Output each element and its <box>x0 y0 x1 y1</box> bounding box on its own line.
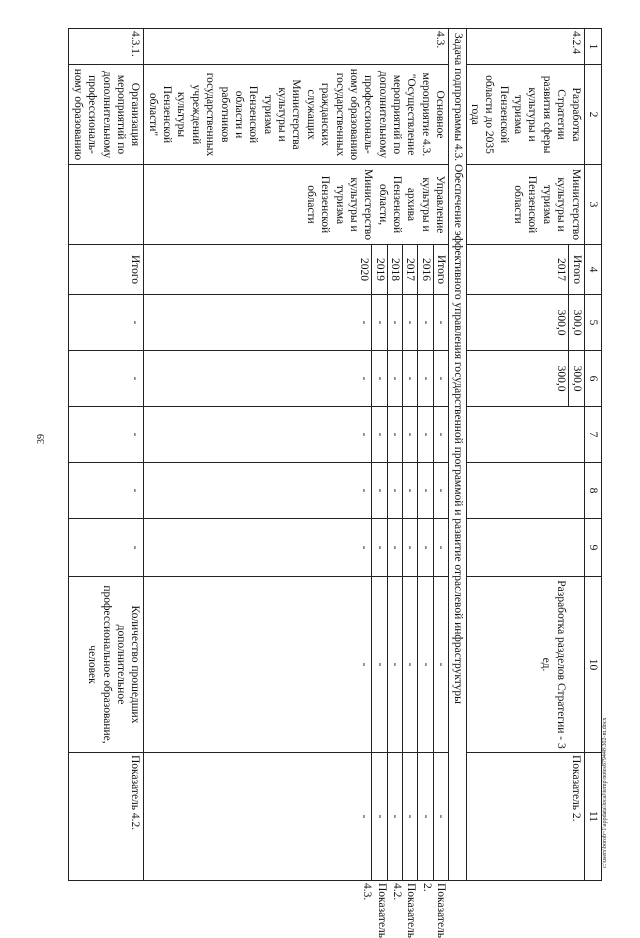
header-col-8: 8 <box>584 463 601 519</box>
empty-cell <box>69 165 144 245</box>
measure-name: Основное мероприятие 4.3. "Осуществление мероприятий по дополнительному профессиональ-ному образованию государственных гражданских служащих Министерства культуры и туризма Пензенской области и работников государственных учреждений культуры Пензенской области" <box>144 65 449 165</box>
year: Итого <box>433 245 448 294</box>
header-col-9: 9 <box>584 519 601 577</box>
header-col-3: 3 <box>584 165 601 245</box>
dash: - <box>403 463 418 518</box>
dash: - <box>418 407 433 462</box>
dash-cell <box>144 351 449 407</box>
dash: - <box>433 519 448 576</box>
dash-cell <box>144 519 449 577</box>
amount: 300,0 <box>569 295 584 350</box>
year: Итого <box>569 245 584 294</box>
dash: - <box>372 407 387 462</box>
header-row <box>584 29 601 881</box>
dash: - <box>372 519 387 576</box>
dash-cell <box>144 463 449 519</box>
dash-cell <box>144 577 449 753</box>
header-col-5: 5 <box>584 295 601 351</box>
dash: - <box>403 295 418 350</box>
dash: - <box>433 351 448 406</box>
dash: - <box>358 432 371 437</box>
dash: - <box>418 351 433 406</box>
dash-cell <box>144 407 449 463</box>
dash: - <box>69 519 144 577</box>
dash: - <box>69 295 144 351</box>
table-row: 4.3. Основное мероприятие 4.3. "Осуществление мероприятий по дополнительному профессиональ-ному образованию государственных гражданских служащих Министерства культуры и туризма Пензенской области и работников государственных учреждений культуры Пензенской области" Управление культуры и архива Пензенской области, Министерство культуры и туризма Пензенской области Итого 2016 2017 2018 2019 2020 - - - - - - - - - - - - - - - - - - - - - - - - - - - - - - - - - - - - - - - - - - Показатель 2. Показатель 4.2. Показатель 4.3. <box>144 29 449 881</box>
dash: - <box>387 407 402 462</box>
row-number: 4.3. <box>144 29 449 65</box>
indicator-ref: Показатель 4.2. <box>69 753 144 881</box>
page-number: 39 <box>36 434 47 444</box>
dash: - <box>358 376 371 381</box>
executor: Министерство культуры и туризма Пензенской области <box>466 165 584 245</box>
measure-name: Организация мероприятий по дополнительному профессиональ-ному образованию <box>69 65 144 165</box>
header-col-7: 7 <box>584 407 601 463</box>
dash: - <box>433 463 448 518</box>
amount-cell <box>466 351 584 407</box>
header-col-6: 6 <box>584 351 601 407</box>
dash-cell <box>144 753 449 881</box>
year: 2018 <box>387 245 402 294</box>
indicator: Разработка разделов Стратегии - 3 ед. <box>466 577 584 753</box>
dash: - <box>387 753 402 880</box>
dash: - <box>372 577 387 752</box>
dash: - <box>387 577 402 752</box>
indicator: Количество прошедших дополнительное профессиональное образование, человек <box>69 577 144 753</box>
dash: - <box>358 320 371 325</box>
header-col-2: 2 <box>584 65 601 165</box>
header-col-1: 1 <box>584 29 601 65</box>
empty-cell <box>466 519 584 577</box>
dash: - <box>69 407 144 463</box>
dash: - <box>418 463 433 518</box>
amount: 300,0 <box>555 309 568 336</box>
header-col-10: 10 <box>584 577 601 753</box>
table-row <box>466 29 584 881</box>
task-title: Задача подпрограммы 4.3. Обеспечение эффективного управления государственной программой и развитие отраслевой инфраструктуры <box>449 29 466 881</box>
dash: - <box>418 519 433 576</box>
dash: - <box>358 488 371 493</box>
year: 2017 <box>555 258 568 281</box>
dash: - <box>433 407 448 462</box>
dash: - <box>387 519 402 576</box>
dash: - <box>403 351 418 406</box>
amount: 300,0 <box>555 365 568 392</box>
measure-name: Разработка Стратегии развития сферы культуры и туризма Пензенской области до 2035 года <box>466 65 584 165</box>
dash: - <box>403 577 418 752</box>
year: 2017 <box>403 245 418 294</box>
program-table <box>69 28 603 938</box>
empty-cell <box>466 463 584 519</box>
year: 2019 <box>372 245 387 294</box>
year: 2016 <box>418 245 433 294</box>
dash: - <box>358 545 371 550</box>
dash: - <box>372 463 387 518</box>
years-cell <box>144 245 449 295</box>
header-col-11: 11 <box>584 753 601 881</box>
dash: - <box>418 577 433 752</box>
dash: - <box>403 519 418 576</box>
dash: - <box>433 753 448 880</box>
dash: - <box>69 351 144 407</box>
executor: Управление культуры и архива Пензенской области, Министерство культуры и туризма Пензенской области <box>144 165 449 245</box>
year: Итого <box>69 245 144 295</box>
dash: - <box>418 753 433 880</box>
dash: - <box>69 463 144 519</box>
dash: - <box>433 295 448 350</box>
dash-cell <box>144 295 449 351</box>
dash: - <box>387 295 402 350</box>
amount: 300,0 <box>569 351 584 406</box>
dash: - <box>358 662 371 667</box>
dash: - <box>372 295 387 350</box>
dash: - <box>372 351 387 406</box>
years-cell <box>466 245 584 295</box>
dash: - <box>403 407 418 462</box>
dash: - <box>387 351 402 406</box>
indicator-ref: Показатель 2. <box>466 753 584 881</box>
dash: - <box>433 577 448 752</box>
header-col-4: 4 <box>584 245 601 295</box>
table-row <box>69 29 144 881</box>
amount-cell <box>466 295 584 351</box>
row-number: 4.2.4 <box>466 29 584 65</box>
dash: - <box>372 753 387 880</box>
row-number: 4.3.1. <box>69 29 144 65</box>
dash: - <box>358 814 371 819</box>
rotated-table-container <box>71 28 602 938</box>
footer-path: c:\users\borob~1\appdata\local\temp\notes879448\302-m.docx <box>602 717 608 868</box>
task-row <box>449 29 466 881</box>
empty-cell <box>466 407 584 463</box>
dash: - <box>403 753 418 880</box>
dash: - <box>418 295 433 350</box>
year: 2020 <box>358 258 371 281</box>
dash: - <box>387 463 402 518</box>
